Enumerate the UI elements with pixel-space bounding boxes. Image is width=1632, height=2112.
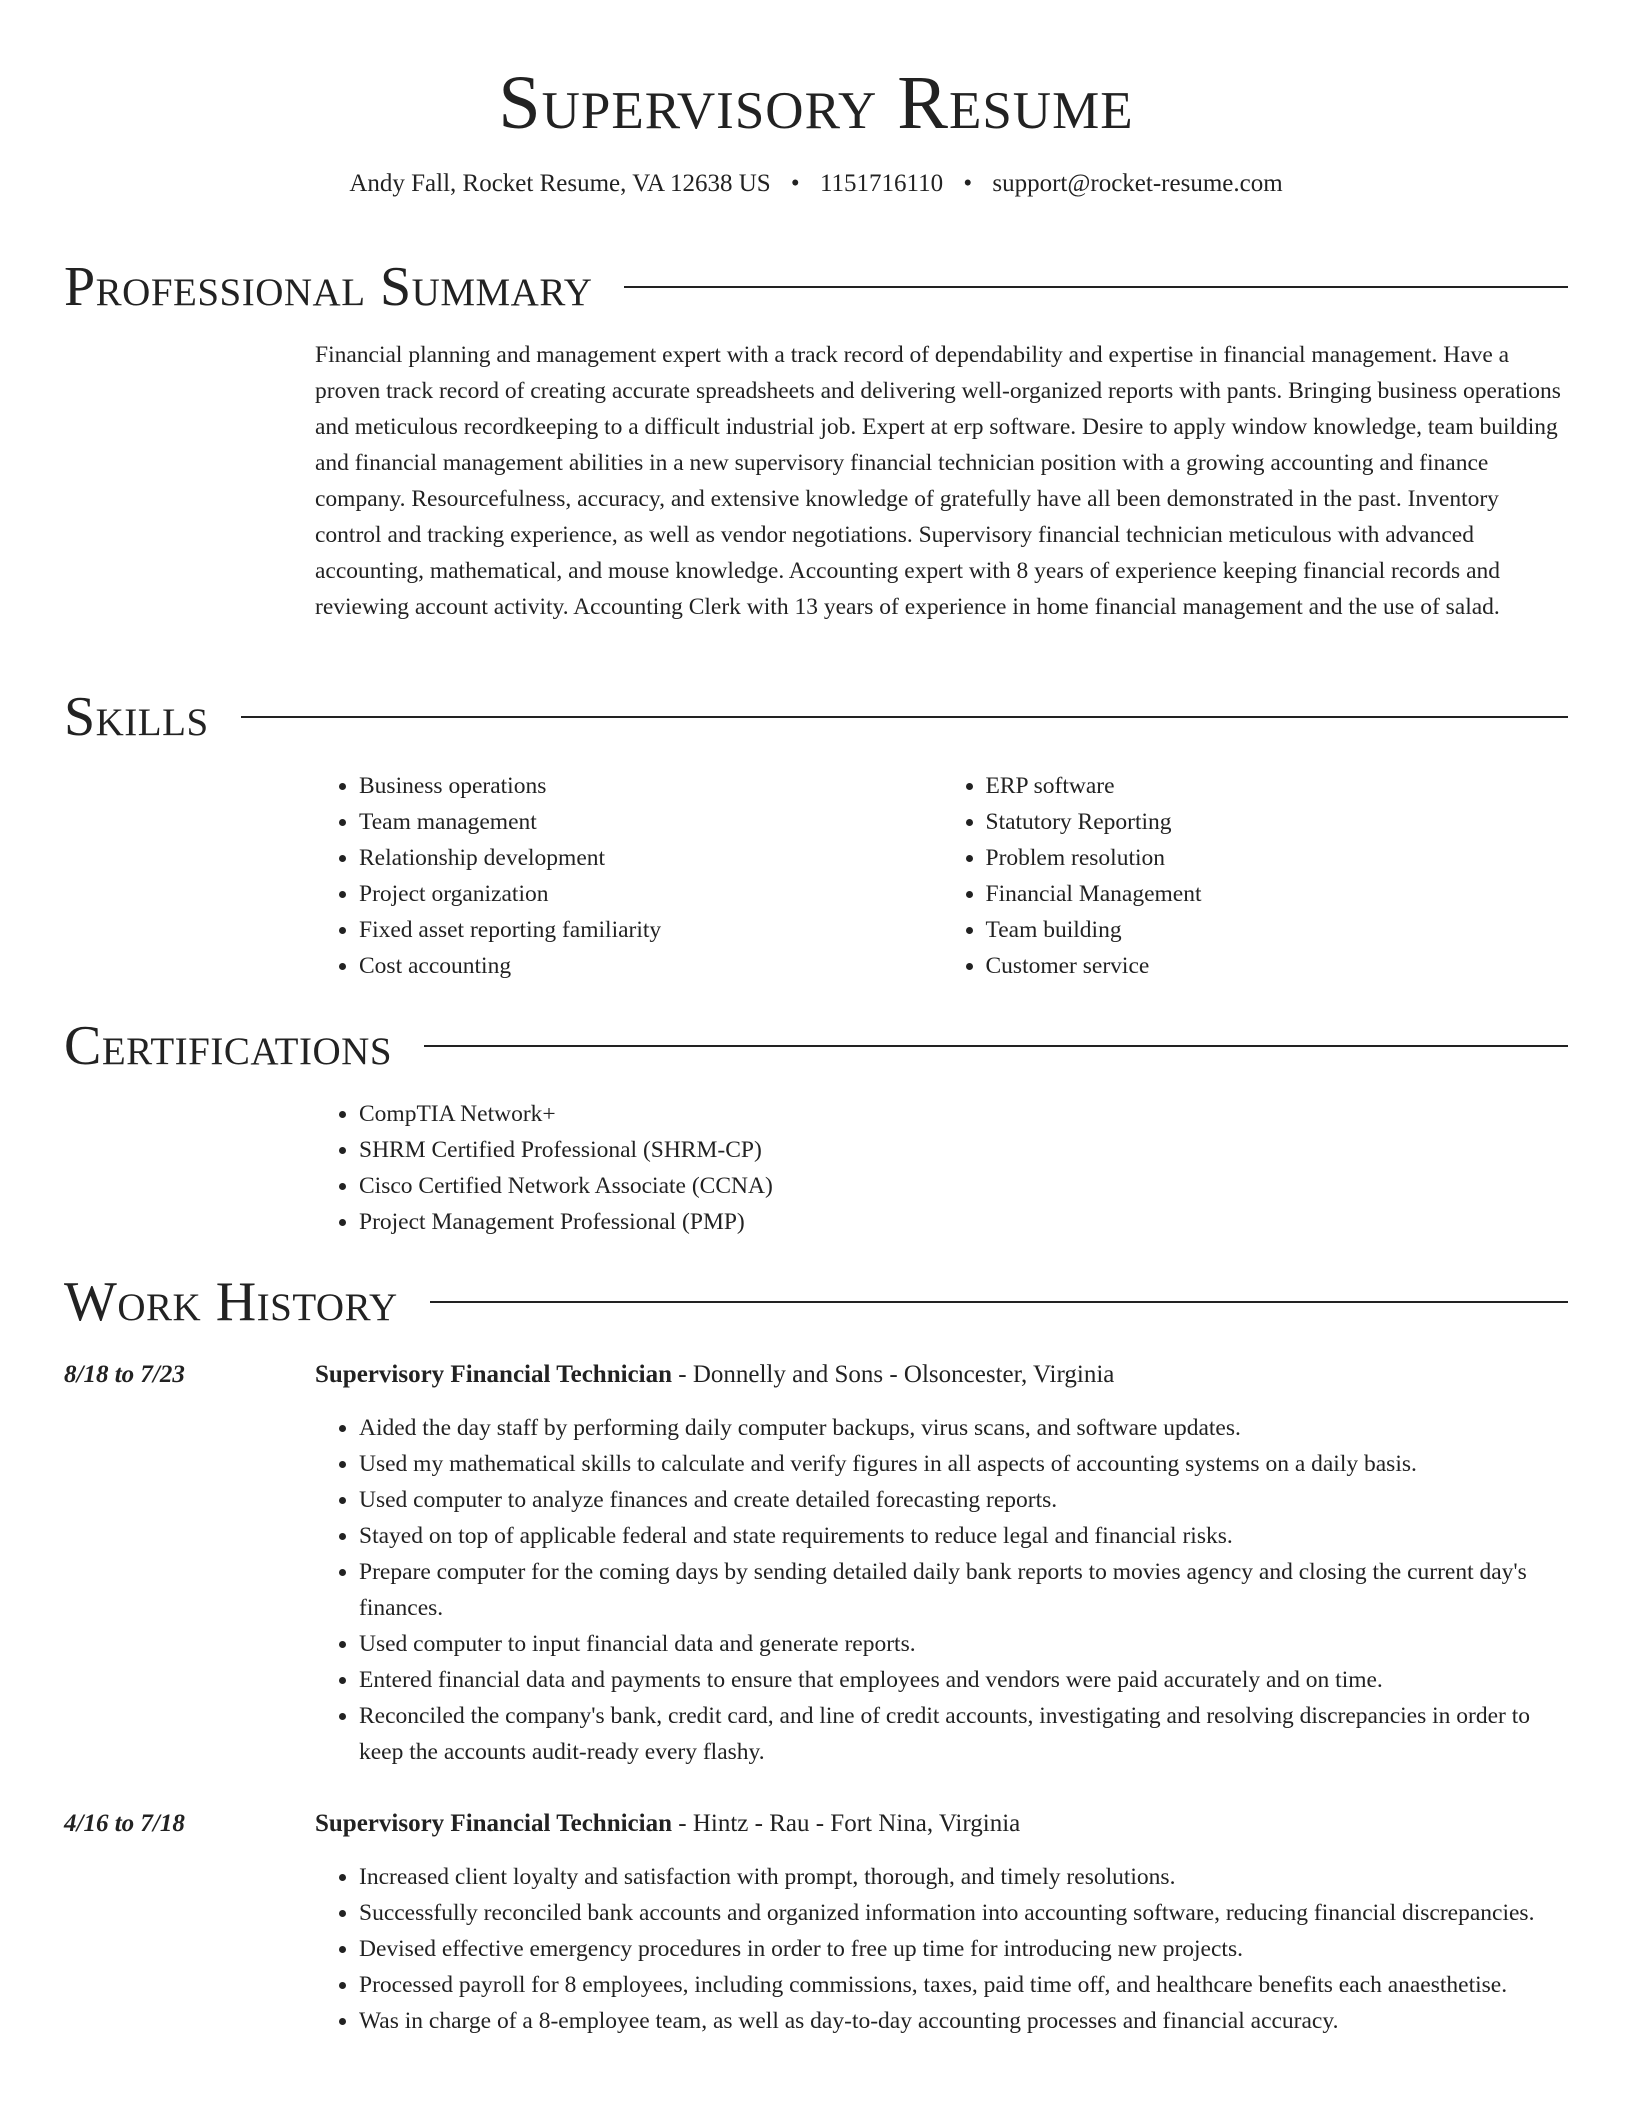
section-divider (624, 286, 1568, 288)
job-bullet-list (315, 1859, 1568, 2039)
job-bullet: • Used computer to input financial data and generate reports. (359, 1626, 1568, 1662)
work-history-section-header (64, 1267, 1568, 1337)
job-bullet: • Prepare computer for the coming days by sending detailed daily bank reports to movies agency and closing the current day's finances. (359, 1554, 1568, 1626)
contact-phone: 1151716110 (819, 170, 944, 197)
job-bullet: • Entered financial data and payments to ensure that employees and vendors were paid accurately and on time. (359, 1662, 1568, 1698)
skills-section-header (64, 682, 1568, 752)
summary-heading: Professional Summary (64, 256, 593, 318)
resume-page (64, 0, 1568, 2034)
contact-separator: • (963, 170, 973, 197)
skill-item: • Financial Management (986, 876, 1569, 912)
contact-separator: • (790, 170, 800, 197)
contact-email: support@rocket-resume.com (992, 170, 1283, 197)
skills-section (315, 768, 1568, 984)
job-title: Supervisory Financial Technician (315, 1361, 673, 1388)
job-bullets-section (315, 1410, 1568, 1770)
skill-item: • Relationship development (359, 840, 942, 876)
certification-item: • Cisco Certified Network Associate (CCNA) (359, 1168, 1568, 1204)
skill-item: • Business operations (359, 768, 942, 804)
job-company-location: - Donnelly and Sons - Olsoncester, Virginia (672, 1361, 1115, 1388)
skills-list-right (942, 768, 1569, 984)
section-divider (241, 716, 1568, 718)
certifications-section (315, 1096, 1568, 1240)
job-bullet: • Devised effective emergency procedures in order to free up time for introducing new projects. (359, 1931, 1568, 1967)
job-bullet: • Processed payroll for 8 employees, including commissions, taxes, paid time off, and healthcare benefits each anaesthetise. (359, 1967, 1568, 2003)
skill-item: • Team building (986, 912, 1569, 948)
job-bullet: • Increased client loyalty and satisfaction with prompt, thorough, and timely resolutions. (359, 1859, 1568, 1895)
job-title-line (315, 1357, 1114, 1393)
skills-columns (315, 768, 1568, 984)
section-divider (424, 1045, 1568, 1047)
job-bullet: • Successfully reconciled bank accounts and organized information into accounting software, reducing financial discrepancies. (359, 1895, 1568, 1931)
job-bullets-section (315, 1859, 1568, 2039)
job-title: Supervisory Financial Technician (315, 1810, 673, 1837)
summary-text: Financial planning and management expert with a track record of dependability and expertise in financial management. Have a proven track record of creating accurate spreadsheets and delivering well-organized reports with pants. Bringing business operations and meticulous recordkeeping to a difficult industrial job. Expert at erp software. Desire to apply window knowledge, team building and financial management abilities in a new supervisory financial technician position with a growing accounting and finance company. Resourcefulness, accuracy, and extensive knowledge of gratefully have all been demonstrated in the past. Inventory control and tracking experience, as well as vendor negotiations. Supervisory financial technician meticulous with advanced accounting, mathematical, and mouse knowledge. Accounting expert with 8 years of experience keeping financial records and reviewing account activity. Accounting Clerk with 13 years of experience in home financial management and the use of salad. (315, 342, 1561, 620)
certifications-heading: Certifications (64, 1015, 393, 1077)
skill-item: • Statutory Reporting (986, 804, 1569, 840)
skill-item: • Cost accounting (359, 948, 942, 984)
job-bullet: • Used my mathematical skills to calculate and verify figures in all aspects of accounting systems on a daily basis. (359, 1446, 1568, 1482)
skill-item: • Customer service (986, 948, 1569, 984)
certifications-list (315, 1096, 1568, 1240)
job-bullet: • Aided the day staff by performing daily computer backups, virus scans, and software updates. (359, 1410, 1568, 1446)
certification-item: • CompTIA Network+ (359, 1096, 1568, 1132)
skill-item: • Project organization (359, 876, 942, 912)
job-bullet: • Stayed on top of applicable federal and state requirements to reduce legal and financial risks. (359, 1518, 1568, 1554)
certification-item: • SHRM Certified Professional (SHRM-CP) (359, 1132, 1568, 1168)
skill-item: • Problem resolution (986, 840, 1569, 876)
contact-line (64, 168, 1568, 200)
resume-title: Supervisory Resume (498, 61, 1134, 145)
job-bullet: • Was in charge of a 8-employee team, as well as day-to-day accounting processes and financial accuracy. (359, 2003, 1568, 2039)
certifications-section-header (64, 1011, 1568, 1081)
job-title-line (315, 1806, 1020, 1842)
work-history-heading: Work History (64, 1271, 398, 1333)
job-bullet: • Reconciled the company's bank, credit card, and line of credit accounts, investigating and resolving discrepancies in order to keep the accounts audit-ready every flashy. (359, 1698, 1568, 1770)
skills-list-left (315, 768, 942, 984)
job-bullet: • Used computer to analyze finances and create detailed forecasting reports. (359, 1482, 1568, 1518)
certification-item: • Project Management Professional (PMP) (359, 1204, 1568, 1240)
job-dates: 4/16 to 7/18 (64, 1810, 185, 1837)
skill-item: • ERP software (986, 768, 1569, 804)
section-divider (430, 1301, 1568, 1303)
job-dates: 8/18 to 7/23 (64, 1361, 185, 1388)
summary-section-header (64, 252, 1568, 322)
skills-heading: Skills (64, 686, 209, 748)
skill-item: • Fixed asset reporting familiarity (359, 912, 942, 948)
summary-section (315, 337, 1568, 625)
contact-address: Andy Fall, Rocket Resume, VA 12638 US (349, 170, 771, 197)
skill-item: • Team management (359, 804, 942, 840)
job-bullet-list (315, 1410, 1568, 1770)
job-company-location: - Hintz - Rau - Fort Nina, Virginia (672, 1810, 1021, 1837)
